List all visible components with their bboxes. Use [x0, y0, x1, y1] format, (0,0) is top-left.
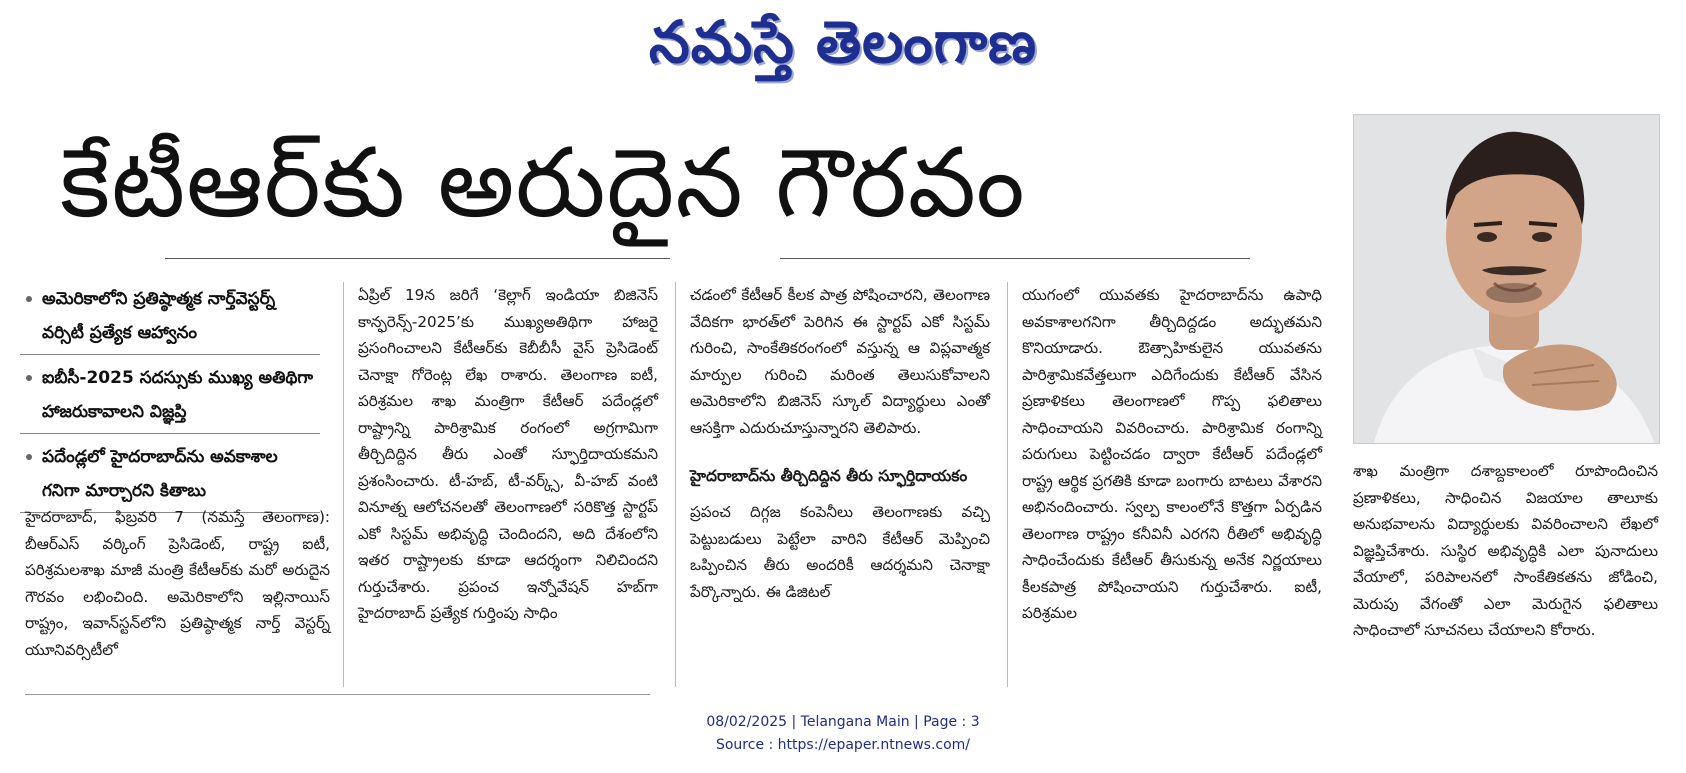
column-divider	[343, 282, 344, 687]
masthead-title: నమస్తే తెలంగాణ	[649, 8, 1037, 76]
highlight-item: పదేండ్లలో హైదరాబాద్‌ను అవకాశాల గనిగా మార్చారని కితాబు	[20, 440, 320, 513]
headline: కేటీఆర్‌కు అరుదైన గౌరవం	[60, 127, 1026, 239]
headline-rule-right	[780, 258, 1250, 259]
highlight-item: అమెరికాలోని ప్రతిష్ఠాత్మక నార్త్‌వెస్టర్న్ వర్సిటీ ప్రత్యేక ఆహ్వానం	[20, 282, 320, 355]
article-column-2: ఏప్రిల్ 19న జరిగే ‘కెల్లాగ్ ఇండియా బిజినెస్ కాన్ఫరెన్స్-2025’కు ముఖ్యఅతిథిగా హాజరై ప్రసంగించాలని కేటీఆర్‌కు కెబీబీసీ వైస్ ప్రెసిడెంట్ చెనాక్షా గోరెంట్ల లేఖ రాశారు. తెలంగాణ ఐటీ, పరిశ్రమల శాఖ మంత్రిగా కేటీఆర్ పదేండ్లలో రాష్ట్రాన్ని పారిశ్రామిక రంగంలో అగ్రగామిగా తీర్చిదిద్దిన తీరు ఎంతో స్ఫూర్తిదాయకమని ప్రశంసించారు. టీ-హబ్, టీ-వర్క్స్, వీ-హబ్ వంటి వినూత్న ఆలోచనలతో తెలంగాణలో సరికొత్త స్టార్టప్ ఎకో సిస్టమ్ అభివృద్ధి చెందిందని, అది దేశంలోని ఇతర రాష్ట్రాలకు కూడా ఆదర్శంగా నిలిచిందని గుర్తుచేశారు. ప్రపంచ ఇన్నోవేషన్ హబ్‌గా హైదరాబాద్ ప్రత్యేక గుర్తింపు సాధిం	[358, 286, 658, 622]
headline-rule-left	[165, 258, 670, 259]
article-column-3	[690, 282, 990, 605]
column-divider	[1007, 282, 1008, 687]
article-column-3-text-b: ప్రపంచ దిగ్గజ కంపెనీలు తెలంగాణకు వచ్చి పెట్టుబడులు పెట్టేలా వారిని కేటీఆర్ మెప్పించి ఒప్పించిన తీరు అందరికీ ఆదర్శమని చెనాక్షా పేర్కొన్నారు. ఈ డిజిటల్	[690, 503, 990, 601]
article-column-5: శాఖ మంత్రిగా దశాబ్దకాలంలో రూపొందించిన ప్రణాళికలు, సాధించిన విజయాల తాలూకు అనుభవాలను విద్యార్థులకు వివరించాలని లేఖలో విజ్ఞప్తిచేశారు. సుస్థిర అభివృద్ధికి ఎలా పునాదులు వేయాలో, పరిపాలనలో సాంకేతికతను జోడించి, మెరుపు వేగంతో ఎలా మెరుగైన ఫలితాలు సాధించాలో సూచనలు చేయాలని కోరారు.	[1353, 462, 1658, 639]
footer-date-page: 08/02/2025 | Telangana Main | Page : 3	[706, 714, 980, 730]
highlight-item: ఐబీసీ-2025 సదస్సుకు ముఖ్య అతిథిగా హాజరుకావాలని విజ్ఞప్తి	[20, 361, 320, 434]
footer-source: Source : https://epaper.ntnews.com/	[715, 737, 971, 753]
article-column-1: హైదరాబాద్, ఫిబ్రవరి 7 (నమస్తే తెలంగాణ): బీఆర్‌ఎస్ వర్కింగ్ ప్రెసిడెంట్, రాష్ట్ర ఐటీ, పరిశ్రమలశాఖ మాజీ మంత్రి కేటీఆర్‌కు మరో అరుదైన గౌరవం లభించింది. అమెరికాలోని ఇల్లినాయిస్ రాష్ట్రం, ఇవాన్‌స్టన్‌లోని ప్రతిష్ఠాత్మక నార్త్ వెస్టర్న్ యూనివర్సిటీలో	[25, 508, 330, 659]
highlights-list	[20, 282, 320, 519]
section-subhead: హైదరాబాద్‌ను తీర్చిదిద్దిన తీరు స్ఫూర్తిదాయకం	[690, 467, 968, 485]
article-column-4: యుగంలో యువతకు హైదరాబాద్‌ను ఉపాధి అవకాశాలగనిగా తీర్చిదిద్దడం అద్భుతమని కొనియాడారు. ఔత్సాహికులైన యువతను పారిశ్రామికవేత్తలుగా ఎదిగేందుకు కేటీఆర్ వేసిన ప్రణాళికలు తెలంగాణలో గొప్ప ఫలితాలు సాధించాయని వివరించారు. పారిశ్రామిక రంగాన్ని పరుగులు పెట్టించడం ద్వారా కేటీఆర్ పదేండ్లలో రాష్ట్ర ఆర్థిక ప్రగతికి కూడా బంగారు బాటలు వేశారని అభినందించారు. స్వల్ప కాలంలోనే కొత్తగా ఏర్పడిన తెలంగాణ రాష్ట్రం కనీవినీ ఎరగని రీతిలో అభివృద్ధి సాధించేందుకు కేటీఆర్ తీసుకున్న అనేక నిర్ణయాలు కీలకపాత్ర పోషించాయని గుర్తుచేశారు. ఐటీ, పరిశ్రమల	[1022, 286, 1322, 622]
bottom-rule	[25, 694, 650, 695]
article-column-3-text-a: చడంలో కేటీఆర్ కీలక పాత్ర పోషించారని, తెలంగాణ వేదికగా భారత్‌లో పెరిగిన ఈ స్టార్టప్ ఎకో సిస్టమ్ గురించి, సాంకేతికరంగంలో వస్తున్న ఆ విప్లవాత్మక మార్పుల గురించి మరింత తెలుసుకోవాలని అమెరికాలోని బిజినెస్ స్కూల్ విద్యార్థులు ఎంతో ఆసక్తిగా ఎదురుచూస్తున్నారని తెలిపారు.	[690, 286, 990, 437]
column-divider	[675, 282, 676, 687]
portrait-illustration	[1354, 115, 1659, 443]
portrait-photo	[1353, 114, 1660, 444]
